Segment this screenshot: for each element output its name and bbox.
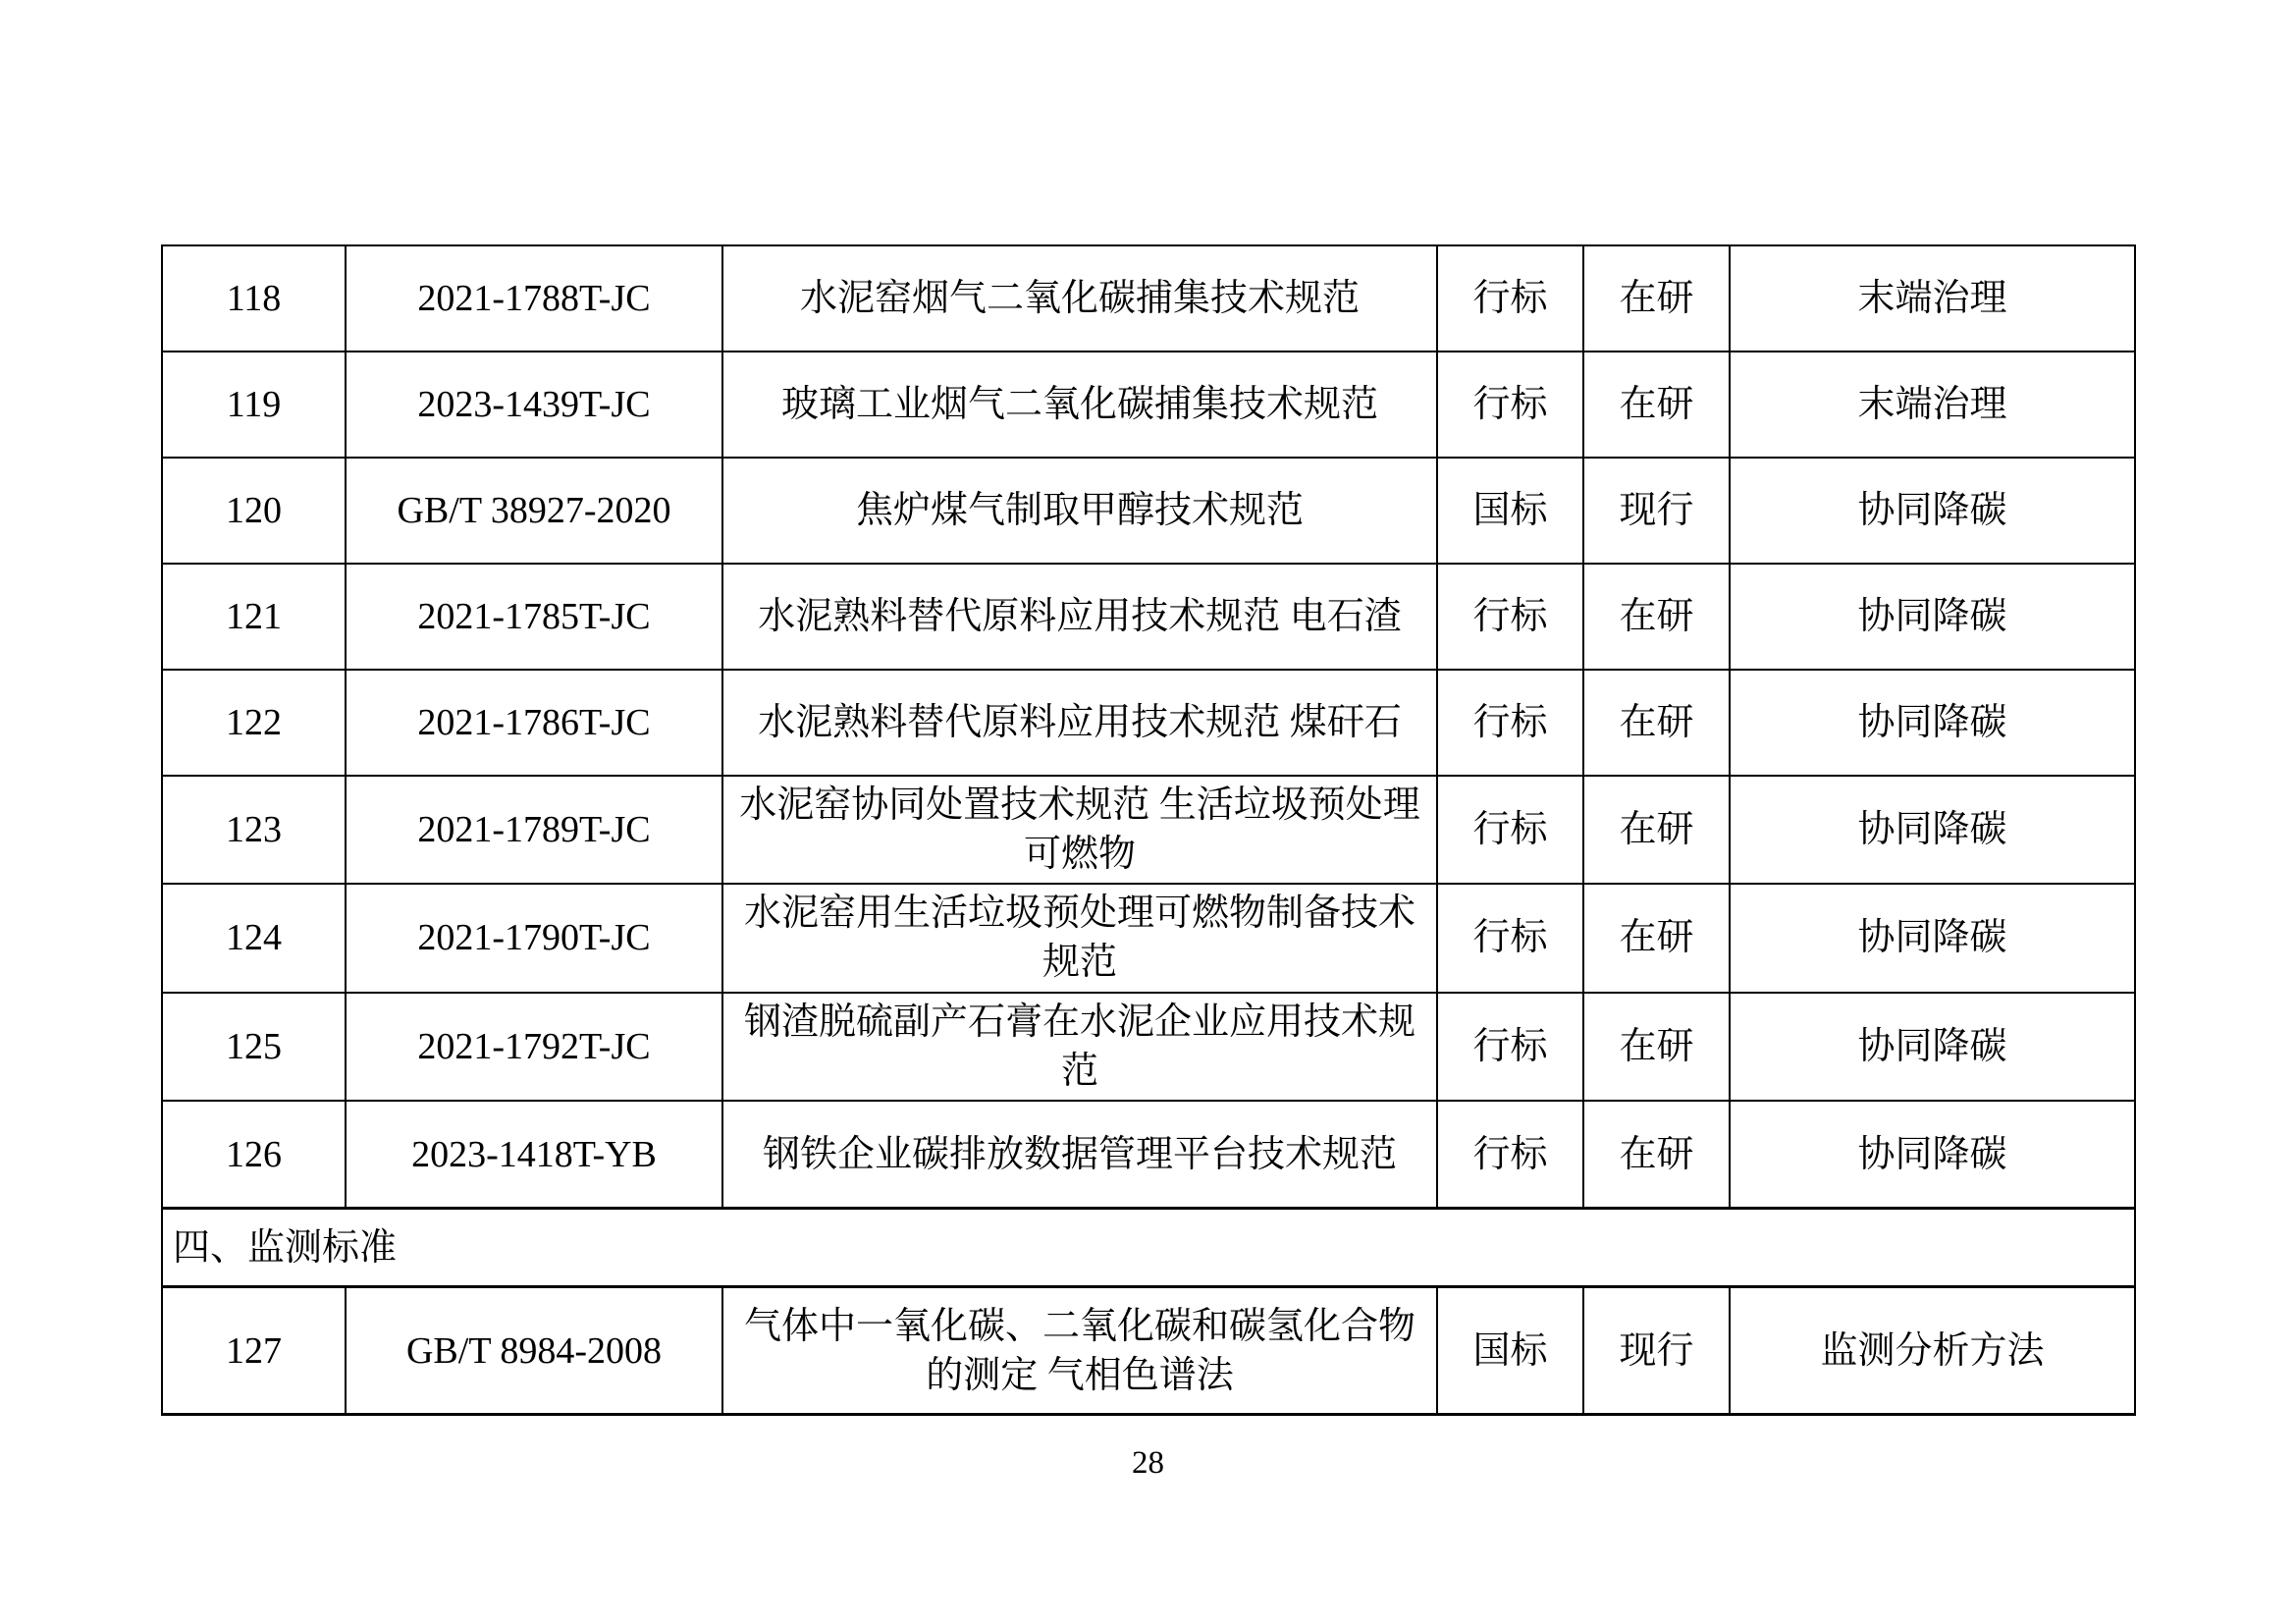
standard-code: 2021-1789T-JC [346, 776, 722, 884]
standard-index: 118 [162, 245, 346, 352]
standard-category: 协同降碳 [1730, 884, 2135, 992]
table-row [162, 884, 2135, 992]
standard-name: 水泥窑烟气二氧化碳捕集技术规范 [722, 245, 1437, 352]
standard-category: 末端治理 [1730, 245, 2135, 352]
page-number: 28 [1132, 1445, 1164, 1481]
standard-type: 国标 [1437, 458, 1583, 564]
standard-code: GB/T 8984-2008 [346, 1287, 722, 1415]
standard-type: 行标 [1437, 670, 1583, 776]
standard-category: 协同降碳 [1730, 458, 2135, 564]
standard-status: 在研 [1583, 993, 1730, 1101]
standard-type: 行标 [1437, 352, 1583, 458]
table-row [162, 352, 2135, 458]
table-row [162, 993, 2135, 1101]
table-row [162, 1287, 2135, 1415]
standard-type: 行标 [1437, 884, 1583, 992]
standard-status: 在研 [1583, 776, 1730, 884]
standard-index: 121 [162, 564, 346, 670]
standard-status: 在研 [1583, 670, 1730, 776]
table-row [162, 458, 2135, 564]
standard-name: 钢铁企业碳排放数据管理平台技术规范 [722, 1101, 1437, 1209]
standard-category: 协同降碳 [1730, 993, 2135, 1101]
standard-status: 现行 [1583, 458, 1730, 564]
table-row [162, 1101, 2135, 1209]
table-row [162, 245, 2135, 352]
table-row [162, 564, 2135, 670]
standard-name: 水泥窑用生活垃圾预处理可燃物制备技术规范 [722, 884, 1437, 992]
standard-code: 2021-1788T-JC [346, 245, 722, 352]
standard-category: 协同降碳 [1730, 1101, 2135, 1209]
standard-code: 2023-1418T-YB [346, 1101, 722, 1209]
standard-category: 协同降碳 [1730, 564, 2135, 670]
standard-index: 122 [162, 670, 346, 776]
standard-type: 国标 [1437, 1287, 1583, 1415]
standard-name: 钢渣脱硫副产石膏在水泥企业应用技术规范 [722, 993, 1437, 1101]
standard-index: 126 [162, 1101, 346, 1209]
standard-type: 行标 [1437, 564, 1583, 670]
section-header-row [162, 1209, 2135, 1287]
standard-code: 2021-1785T-JC [346, 564, 722, 670]
standard-name: 气体中一氧化碳、二氧化碳和碳氢化合物的测定 气相色谱法 [722, 1287, 1437, 1415]
standard-type: 行标 [1437, 993, 1583, 1101]
standards-table [161, 244, 2136, 1416]
standard-code: 2021-1792T-JC [346, 993, 722, 1101]
standard-name: 玻璃工业烟气二氧化碳捕集技术规范 [722, 352, 1437, 458]
standard-index: 120 [162, 458, 346, 564]
standard-name: 水泥窑协同处置技术规范 生活垃圾预处理可燃物 [722, 776, 1437, 884]
standard-type: 行标 [1437, 776, 1583, 884]
standard-status: 在研 [1583, 245, 1730, 352]
standard-category: 末端治理 [1730, 352, 2135, 458]
standard-type: 行标 [1437, 1101, 1583, 1209]
standard-code: 2021-1786T-JC [346, 670, 722, 776]
standard-status: 在研 [1583, 352, 1730, 458]
standard-status: 在研 [1583, 564, 1730, 670]
standard-index: 119 [162, 352, 346, 458]
standard-category: 协同降碳 [1730, 670, 2135, 776]
standard-code: GB/T 38927-2020 [346, 458, 722, 564]
standard-category: 监测分析方法 [1730, 1287, 2135, 1415]
standard-status: 在研 [1583, 1101, 1730, 1209]
standard-index: 123 [162, 776, 346, 884]
standard-type: 行标 [1437, 245, 1583, 352]
standard-code: 2021-1790T-JC [346, 884, 722, 992]
standard-index: 127 [162, 1287, 346, 1415]
section-header-label: 四、监测标准 [162, 1209, 2135, 1287]
table-row [162, 776, 2135, 884]
standard-name: 水泥熟料替代原料应用技术规范 电石渣 [722, 564, 1437, 670]
standard-index: 124 [162, 884, 346, 992]
standard-category: 协同降碳 [1730, 776, 2135, 884]
table-row [162, 670, 2135, 776]
standard-name: 水泥熟料替代原料应用技术规范 煤矸石 [722, 670, 1437, 776]
standard-code: 2023-1439T-JC [346, 352, 722, 458]
standard-index: 125 [162, 993, 346, 1101]
standard-status: 在研 [1583, 884, 1730, 992]
standard-status: 现行 [1583, 1287, 1730, 1415]
standard-name: 焦炉煤气制取甲醇技术规范 [722, 458, 1437, 564]
